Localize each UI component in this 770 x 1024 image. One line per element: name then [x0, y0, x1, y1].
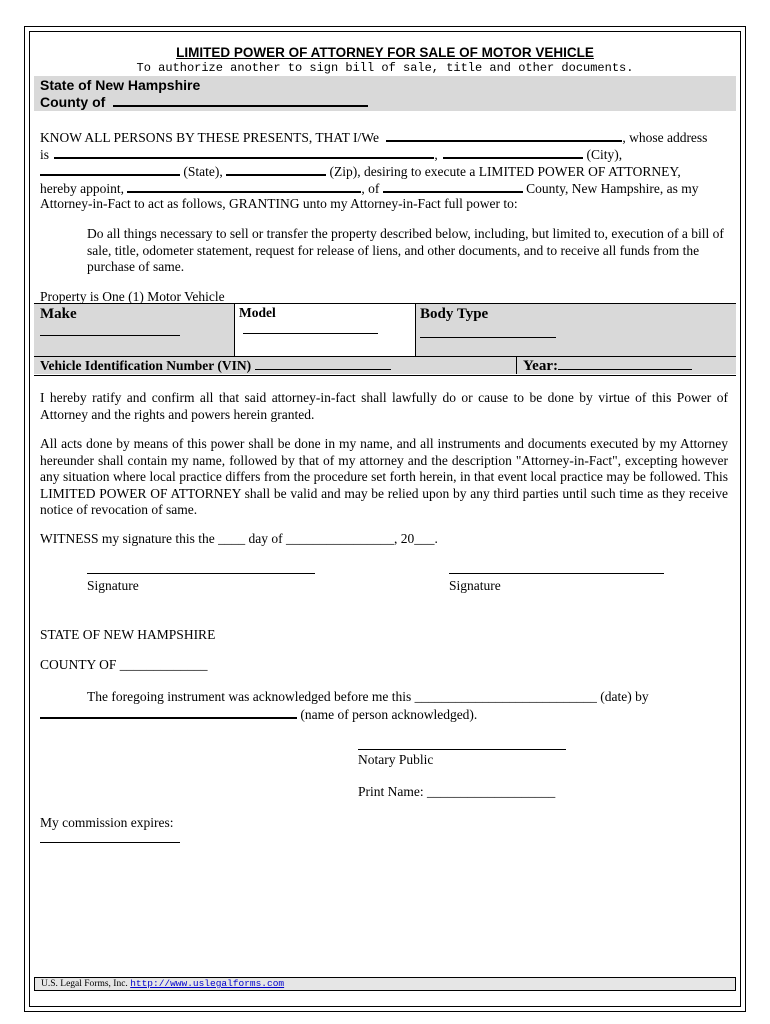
intro-whose-address: , whose address	[622, 130, 708, 145]
model-cell	[235, 304, 415, 356]
year-field[interactable]	[558, 357, 692, 370]
vin-cell	[34, 357, 516, 374]
intro-comma: ,	[434, 147, 438, 162]
model-field[interactable]	[243, 333, 378, 334]
intro-know-all: KNOW ALL PERSONS BY THESE PRESENTS, THAT I/We	[40, 130, 379, 145]
ack-line-1: The foregoing instrument was acknowledged before me this ___________________________ (date) by	[87, 689, 649, 704]
commission-expires-label: My commission expires:	[40, 815, 174, 830]
make-label: Make	[40, 306, 77, 322]
acts-paragraph: All acts done by means of this power shall be done in my name, and all instruments and documents executed by my Attorney hereunder shall contain my name, followed by that of my attorney and the description "Attorney-in-Fact", excepting however any situation where local practice differs from the procedure set forth herein, in that event local practice may be followed. This LIMITED POWER OF ATTORNEY shall be valid and may be relied upon by any third parties until such time as they receive notice of revocation of same.	[40, 436, 728, 517]
year-label-text: Year:	[523, 358, 558, 374]
notary-public-label: Notary Public	[358, 752, 434, 767]
notary-state: STATE OF NEW HAMPSHIRE	[40, 627, 216, 642]
address-field[interactable]	[54, 145, 434, 159]
signature-line-1[interactable]	[87, 573, 315, 574]
header-state: State of New Hampshire	[40, 77, 201, 93]
intro-hereby-appoint: hereby appoint,	[40, 181, 124, 196]
make-cell	[34, 304, 234, 356]
intro-state: (State),	[183, 164, 223, 179]
vehicle-table	[34, 303, 736, 376]
witness-line: WITNESS my signature this the ____ day of ________________, 20___.	[40, 531, 438, 546]
county-field[interactable]	[113, 93, 368, 107]
acknowledged-person-field[interactable]	[40, 705, 297, 719]
commission-expires-field[interactable]	[40, 842, 180, 843]
intro-zip-desiring: (Zip), desiring to execute a LIMITED POWER OF ATTORNEY,	[329, 164, 681, 179]
ratify-paragraph: I hereby ratify and confirm all that said attorney-in-fact shall lawfully do or cause to be done by virtue of this Power of Attorney and the rights and powers herein granted.	[40, 390, 728, 422]
vehicle-caption: Property is One (1) Motor Vehicle	[40, 289, 225, 304]
attorney-name-field[interactable]	[127, 179, 361, 193]
vin-label	[40, 358, 391, 374]
intro-line-1	[40, 128, 730, 146]
body-type-label: Body Type	[420, 306, 489, 322]
powers-paragraph: Do all things necessary to sell or transfer the property described below, including, but limited to, execution of a bill of sale, title, odometer statement, request for release of liens, and other documents, and to receive all funds from the purchase of same.	[87, 226, 724, 274]
notary-county: COUNTY OF _____________	[40, 657, 208, 672]
ack-line-2-text: (name of person acknowledged).	[300, 707, 478, 722]
model-label: Model	[239, 305, 276, 320]
intro-city: (City),	[586, 147, 623, 162]
vin-field[interactable]	[255, 358, 391, 370]
intro-is: is	[40, 147, 50, 162]
year-label	[523, 357, 692, 375]
year-cell	[517, 357, 736, 374]
signature-label-2: Signature	[449, 578, 501, 593]
footer-link[interactable]: http://www.uslegalforms.com	[130, 978, 285, 989]
header-county	[40, 93, 368, 110]
zip-field[interactable]	[226, 162, 326, 176]
divider	[415, 304, 416, 356]
header-box	[34, 76, 736, 111]
document-subtitle: To authorize another to sign bill of sale, title and other documents.	[136, 61, 634, 75]
body-type-cell	[416, 304, 736, 356]
notary-signature-line[interactable]	[358, 749, 566, 750]
body-type-field[interactable]	[420, 337, 556, 338]
intro-line-2	[40, 145, 730, 163]
footer-bar	[34, 977, 736, 991]
city-field[interactable]	[443, 145, 583, 159]
ack-line-2	[40, 705, 477, 723]
document-title: LIMITED POWER OF ATTORNEY FOR SALE OF MOTOR VEHICLE	[176, 45, 594, 60]
header-county-label: County of	[40, 94, 106, 110]
signature-line-2[interactable]	[449, 573, 664, 574]
intro-granting: Attorney-in-Fact to act as follows, GRANTING unto my Attorney-in-Fact full power to:	[40, 196, 518, 211]
intro-line-3	[40, 162, 730, 180]
make-field[interactable]	[40, 335, 180, 336]
attorney-county-field[interactable]	[383, 179, 523, 193]
footer-company: U.S. Legal Forms, Inc.	[41, 979, 128, 989]
signature-label-1: Signature	[87, 578, 139, 593]
intro-of: , of	[361, 181, 380, 196]
state-field[interactable]	[40, 162, 180, 176]
intro-county-nh: County, New Hampshire, as my	[526, 181, 699, 196]
print-name: Print Name: ___________________	[358, 784, 556, 799]
principal-name-field[interactable]	[386, 128, 622, 142]
vin-label-text: Vehicle Identification Number (VIN)	[40, 358, 252, 373]
divider	[234, 304, 235, 356]
